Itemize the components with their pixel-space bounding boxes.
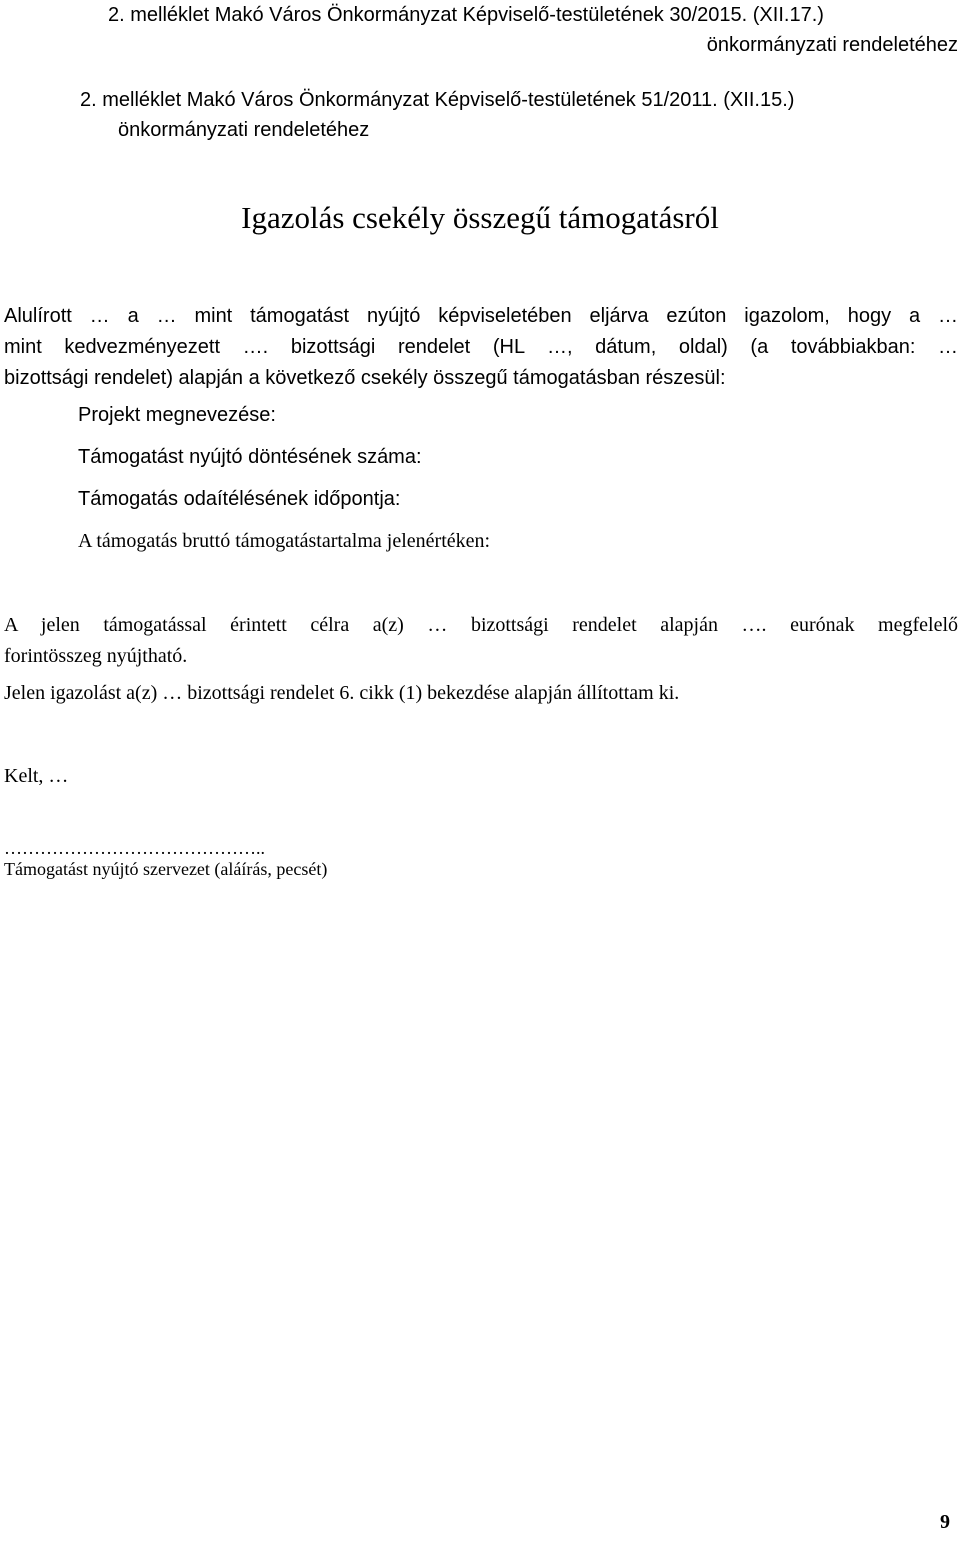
field-decision-number: Támogatást nyújtó döntésének száma: <box>78 446 422 468</box>
field-project-name: Projekt megnevezése: <box>78 404 276 426</box>
purpose-line-2: forintösszeg nyújtható. <box>4 645 188 667</box>
intro-line-1: Alulírott … a … mint támogatást nyújtó képviseletében eljárva ezúton igazolom, hogy a … <box>4 305 958 327</box>
page-number: 9 <box>940 1511 950 1533</box>
signature-line: …………………………………….. <box>4 838 265 858</box>
document-title: Igazolás csekély összegű támogatásról <box>241 200 719 235</box>
header-annex-2011-line1: 2. melléklet Makó Város Önkormányzat Képviselő-testületének 51/2011. (XII.15.) <box>80 89 795 111</box>
field-gross-amount: A támogatás bruttó támogatástartalma jelenértéken: <box>78 530 491 552</box>
header-annex-2015-line1: 2. melléklet Makó Város Önkormányzat Képviselő-testületének 30/2015. (XII.17.) <box>108 4 824 26</box>
intro-line-3: bizottsági rendelet) alapján a következő csekély összegű támogatásban részesül: <box>4 367 726 389</box>
kelt-line: Kelt, … <box>4 765 69 787</box>
issuance-paragraph: Jelen igazolást a(z) … bizottsági rendelet 6. cikk (1) bekezdése alapján állítottam ki. <box>4 682 680 704</box>
header-annex-2015-line2: önkormányzati rendeletéhez <box>706 34 958 56</box>
purpose-line-1: A jelen támogatással érintett célra a(z) … bizottsági rendelet alapján …. eurónak megfelelő <box>4 614 958 636</box>
intro-line-2: mint kedvezményezett …. bizottsági rendelet (HL …, dátum, oldal) (a továbbiakban: … <box>4 336 958 358</box>
signature-label: Támogatást nyújtó szervezet (aláírás, pecsét) <box>4 859 328 879</box>
intro-paragraph <box>4 301 958 394</box>
purpose-paragraph <box>4 610 958 672</box>
field-award-date: Támogatás odaítélésének időpontja: <box>78 488 401 510</box>
header-annex-2011-line2: önkormányzati rendeletéhez <box>118 119 370 141</box>
